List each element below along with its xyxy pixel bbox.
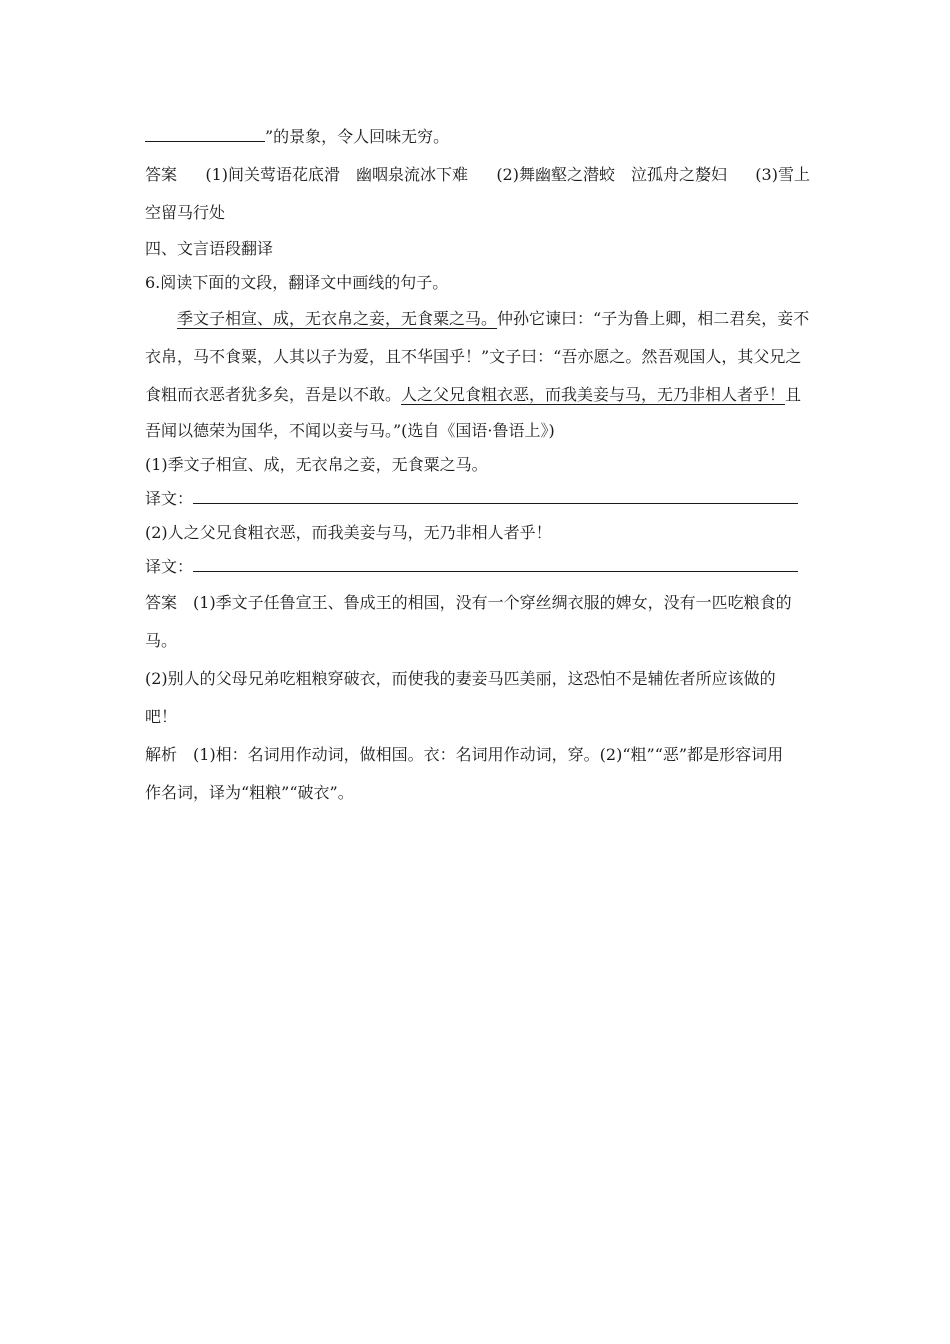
translation-line-1 xyxy=(145,482,810,516)
answer-2-line: (2)别人的父母兄弟吃粗粮穿破衣，而使我的妻妾马匹美丽，这恐怕不是辅佐者所应该做的 xyxy=(145,669,776,688)
answer-1-cont: 马。 xyxy=(145,631,178,650)
analysis-cont: 作名词，译为“粗粮”“破衣”。 xyxy=(145,783,354,802)
passage-line-2: 衣帛，马不食粟，人其以子为爱，且不华国乎！”文子曰：“吾亦愿之。然吾观国人，其父兄之 xyxy=(145,347,802,366)
passage-text: 食粗而衣恶者犹多矣，吾是以不敢。 xyxy=(145,385,402,404)
analysis-label: 解析 xyxy=(145,745,178,764)
section-title: 四、文言语段翻译 xyxy=(145,239,274,258)
passage-text: 且 xyxy=(785,385,802,404)
answer-1-line xyxy=(145,584,810,622)
answer-label: 答案 xyxy=(145,593,178,612)
analysis-text: (1)相：名词用作动词，做相国。衣：名词用作动词，穿。(2)“粗”“恶”都是形容词用 xyxy=(193,745,784,764)
passage-text: 仲孙它谏曰：“子为鲁上卿，相二君矣，妾不 xyxy=(497,309,810,328)
answer-1-text: (1)季文子任鲁宣王、鲁成王的相国，没有一个穿丝绸衣服的婢女，没有一匹吃粮食的 xyxy=(193,593,792,612)
prev-tail-text: ”的景象，令人回味无穷。 xyxy=(265,127,450,146)
answer-2-cont: 吧！ xyxy=(145,707,178,726)
passage-line-1 xyxy=(145,300,810,338)
answer-item-2: (2)舞幽壑之潜蛟 泣孤舟之嫠妇 xyxy=(496,165,727,184)
prev-answer-line xyxy=(145,156,810,194)
answer-label: 答案 xyxy=(145,165,178,184)
prev-answer-cont: 空留马行处 xyxy=(145,203,226,222)
fill-blank xyxy=(145,123,265,142)
prev-answer-blank-line xyxy=(145,118,810,156)
translation-label: 译文： xyxy=(145,489,194,508)
document-page xyxy=(145,118,810,812)
underlined-sentence-1: 季文子相宣、成，无衣帛之妾，无食粟之马。 xyxy=(177,309,498,328)
question-prompt: 6.阅读下面的文段，翻译文中画线的句子。 xyxy=(145,273,449,292)
passage-line-4: 吾闻以德荣为国华，不闻以妾与马。”(选自《国语·鲁语上》) xyxy=(145,421,555,440)
translation-blank xyxy=(193,485,798,504)
answer-item-1: (1)间关莺语花底滑 幽咽泉流冰下难 xyxy=(205,165,468,184)
passage-line-3 xyxy=(145,376,810,414)
sub-question-2: (2)人之父兄食粗衣恶，而我美妾与马，无乃非相人者乎！ xyxy=(145,523,552,542)
analysis-line xyxy=(145,736,810,774)
translation-label: 译文： xyxy=(145,557,194,576)
answer-item-3: (3)雪上 xyxy=(755,165,810,184)
translation-blank xyxy=(193,553,798,572)
sub-question-1: (1)季文子相宣、成，无衣帛之妾，无食粟之马。 xyxy=(145,455,488,474)
underlined-sentence-2: 人之父兄食粗衣恶，而我美妾与马，无乃非相人者乎！ xyxy=(401,385,786,404)
translation-line-2 xyxy=(145,550,810,584)
